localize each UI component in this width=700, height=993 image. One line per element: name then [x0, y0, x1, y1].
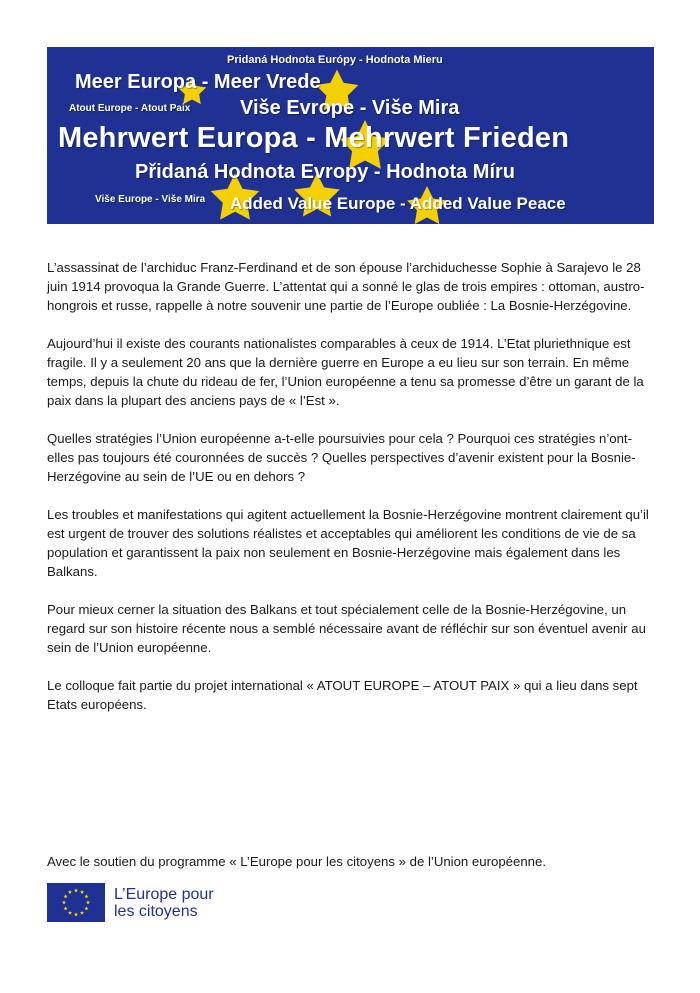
paragraph: Aujourd’hui il existe des courants nationalistes comparables à ceux de 1914. L’Etat pluriethnique est fragile. Il y a seulement 20 ans que la dernière guerre en Europe a eu lieu sur son terrain. En même temps, depuis la chute du rideau de fer, l’Union européenne a tenu sa promesse d’être un garant de la paix dans la plupart des anciens pays de « l’Est ».: [47, 336, 644, 408]
paragraph: Quelles stratégies l’Union européenne a-t-elle poursuivies pour cela ? Pourquoi ces stratégies n’ont-elles pas toujours été couronnées de succès ? Quelles perspectives d’avenir existent pour la Bosnie-Herzégovine au sein de l’UE ou en dehors ?: [47, 431, 636, 484]
banner-line: Added Value Europe - Added Value Peace: [230, 194, 566, 213]
logo-text-line: les citoyens: [114, 902, 198, 920]
logo-text-line: L’Europe pour: [114, 885, 214, 903]
banner: [47, 47, 654, 224]
banner-line: Přidaná Hodnota Evropy - Hodnota Míru: [135, 161, 516, 183]
support-text: Avec le soutien du programme « L’Europe pour les citoyens » de l’Union européenne.: [47, 854, 546, 869]
banner-line: Pridaná Hodnota Európy - Hodnota Mieru: [227, 54, 443, 66]
europe-for-citizens-logo: [47, 883, 214, 922]
paragraph: Le colloque fait partie du projet international « ATOUT EUROPE – ATOUT PAIX » qui a lieu dans sept Etats européens.: [47, 678, 638, 712]
banner-headline: Mehrwert Europa - Mehrwert Frieden: [58, 122, 570, 154]
banner-line: Atout Europe - Atout Paix: [69, 103, 191, 114]
paragraph: L’assassinat de l’archiduc Franz-Ferdinand et de son épouse l’archiduchesse Sophie à Sarajevo le 28 juin 1914 provoqua la Grande Guerre. L’attentat qui a sonné le glas de trois empires : ottoman, austro-hongrois et russe, rappelle à notre souvenir une partie de l’Europe oubliée : La Bosnie-Herzégovine.: [47, 260, 645, 313]
banner-line: Više Evrope - Više Mira: [240, 97, 460, 119]
eu-flag-icon: [47, 883, 105, 922]
paragraph: Les troubles et manifestations qui agitent actuellement la Bosnie-Herzégovine montrent clairement qu’il est urgent de trouver des solutions réalistes et acceptables qui améliorent les conditions de vie de sa population et garantissent la paix non seulement en Bosnie-Herzégovine mais également dans les Balkans.: [47, 507, 649, 579]
banner-line: Meer Europa - Meer Vrede: [75, 71, 321, 93]
banner-line: Više Europe - Više Mira: [95, 194, 206, 205]
body-text: [47, 258, 657, 733]
paragraph: Pour mieux cerner la situation des Balkans et tout spécialement celle de la Bosnie-Herzégovine, un regard sur son histoire récente nous a semblé nécessaire avant de réfléchir sur son éventuel avenir au sein de l’Union européenne.: [47, 602, 646, 655]
